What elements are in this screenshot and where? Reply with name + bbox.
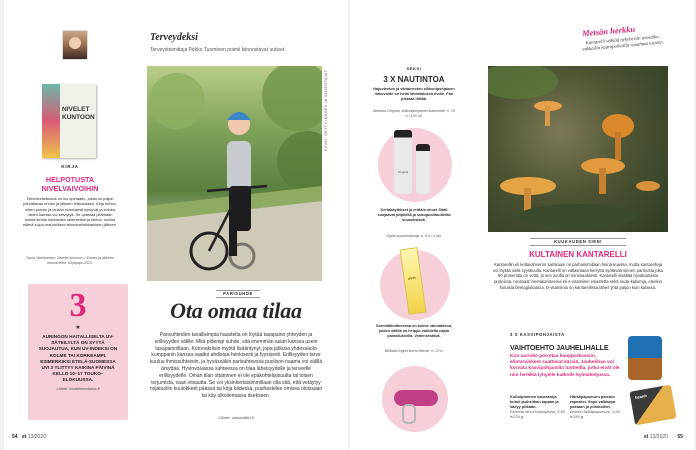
book-headline: [20, 175, 120, 193]
mushroom-body: Kantarellin eli keltavahveron satokausi on parhaimmillaan heinä-kuussa, mutta kantarelleja voi löytää vielä syyskuulla. Kantarelli on vallasmaan kerryttä syötävää sienen parmusta joka 90 prosenttia on vettä, ja sen avulla on minimaalisesti. Kantarelli sisältää hyvälaatuista proteiinia, runsaasti beetakaroteenia eli A-vitamiinin esiastetta sekä rauta-kaliumja, eteekin kuluista beetaglukaania. D-vitamiinia on kantarellissa lähes yhtä paljon kuin kalassa.: [493, 262, 663, 290]
book-headline-line-2: NIVELVAIVOIHIN: [41, 184, 99, 193]
vege-col-1: [510, 394, 566, 419]
brand-logo: et: [21, 434, 27, 440]
left-footer: [12, 434, 46, 440]
bottle-large: [394, 130, 412, 194]
page-number: 55: [677, 434, 683, 440]
sex-kicker: SEKSI: [406, 66, 422, 71]
sex-item-2-credit: Glyde suuseksisuoja, n. 9 e / 4 kpl.: [386, 234, 442, 238]
book-cover-title-2: KUNTOON: [62, 114, 95, 121]
vege-pack-2: [629, 385, 676, 426]
article-credit: Lähde: vaestoliitto.fi: [218, 415, 254, 420]
vege-col-2-credit: Beanit Härkäpapumuru, 3,60 e/250 g.: [570, 409, 620, 420]
book-cover-title: NIVELET: [62, 106, 90, 113]
sex-item-3-credit: Bellodot Ingrid sormi-hieroin, n. 23 e.: [384, 349, 444, 353]
mushroom-headline: KULTAINEN KANTARELLI: [529, 250, 627, 259]
brand-logo: et: [644, 434, 649, 440]
book-body: Tekonivelleikkaus on iso operaatio, jossa on paljon pohdittavaa ennen ja jälkeen leikkauksen. Kirja kertoo, miten polven ja lonkan nivelvaivat syntyvät ja kuinka niiden kanssa voi selviytyä. Se opastaa pitämään huolta kehon kantavista rakenteista ja kertoo, kuinka elämä sujuu mahdollisen tekonivelleikkauksen jälkeen.: [22, 196, 118, 228]
book-headline-line-1: HELPOTUSTA: [45, 175, 95, 184]
issue-label: 13/2020: [649, 434, 668, 440]
author-avatar: [62, 30, 88, 60]
left-page: [4, 0, 348, 450]
book-kicker: KIRJA: [61, 165, 79, 170]
sex-item-2: Kertakäyttöiset ja erittäin ohuet Sitali suojaavat pitpöllilä ja sukupuolitaudeilta suuseksissä.: [377, 208, 451, 222]
mushroom-illustration: [488, 66, 668, 232]
article-body: Parisuhteiden tavallisimpia haasteita on löytää tasapaino yhteyden ja erillisyyden välille. Mitä pidempi suhde, sitä enemmän asian kanssa usein tasapainoillaan. Koronakriisin myötä lisääntynyt, jopa jatkuva yhdessäolo kumppanin kanssa saattoi ahdistaa henkisesti ja fyysisesti. Erillisyyden tarve kuuluu ihmissuhteisiin, ja hyvässäkin parisuhteessa puolison naama voi välillä ärsyttää. Hyvinvoivassa suhteessa on tilaa läheisyydelle ja terveelle erillisyydelle. Oman tilan ottaminen ei ole epäkohteliaisuutta tai toisen torjumista, vaan viisautta. Se voi yksinkertaisimmillaan olla sitä, että vetäytyy nojatuoliin kuulokkeet päässä tai kirja kädessä, puuhastelee omissa oloissaan tai käy ulkoilemassa itsekseen.: [149, 332, 323, 400]
mushroom-kicker: KUUKAUDEN SIENI: [530, 238, 626, 246]
section-title: Terveydeksi: [150, 32, 198, 43]
vibrator-product: [394, 390, 438, 406]
book-credit: Tuula Vainikainen: Nivelet kuntoon – Ennen ja jälkeen tekonivelen. Kirjapaja 2020.: [26, 256, 114, 265]
vege-col-2-text: Härkäpapumuru paistuu rapeaksi. Sopii valkkapa pastaan ja piirakoihin.: [570, 394, 615, 410]
uv-tip-body: AURINGON HAITALLISELTA UV-SÄTEILYLTÄ ON SYYTÄ SUOJAUTUA, KUN UV-INDEKSI ON KOLME TAI KORKEAMPI. ESIMERKIKSI ETELÄ-SUOMESSA UVI 3 YLITTYY KAIKINA PÄIVINÄ KELLO 10–17 TOUKO–ELOKUUSSA.: [38, 334, 118, 383]
cyclist-photo: [147, 66, 322, 281]
bottle-label: Original: [397, 170, 409, 174]
vege-col-2: [570, 394, 626, 419]
vege-col-1-text: Kuituipitoinen kaurasoija toimii jauhelihan tapaan ja säilyy pitkään.: [510, 394, 559, 410]
cyclist-illustration: [147, 66, 322, 281]
photo-credit: KUVAT: GETTY IMAGES JA VALMISTAJAT: [324, 70, 328, 152]
right-footer: [644, 434, 683, 440]
vege-pack-2-label: beanit: [634, 393, 648, 400]
mushroom-note-title: Metsän herkku: [581, 23, 636, 39]
sex-item-3: Sormiläihottimessa on kolme värinätasoa, joiden välillä on helppo vaihdella napin painalluksella. Vedenkestävä.: [376, 324, 452, 338]
uv-tip-number: 3: [69, 287, 87, 324]
article-kicker: PARISUHDE: [216, 290, 260, 298]
issue-label: 13/2020: [27, 434, 46, 440]
bottle-small: [416, 144, 430, 194]
vege-pack-1: [628, 336, 662, 380]
section-subtitle: Terveystoimittaja Pirkko Tuominen poimii kiinnostavat uutiset.: [150, 47, 286, 53]
right-page: [350, 0, 694, 450]
vege-kicker: 3 X KASVIPOHJAISTA: [510, 332, 565, 337]
mushroom-photo: [488, 66, 668, 232]
vege-headline: VAIHTOEHTO JAUHELIHALLE: [510, 343, 609, 352]
page-number: 54: [12, 434, 18, 440]
sex-item-1: Hajusteeton ja väriaineeton silikonipohjainen liukuvoide on hellä intiimialueen iholle. Pari pisaraa riittää.: [373, 87, 455, 101]
sex-headline: 3 X NAUTINTOA: [383, 75, 445, 84]
vege-lead: Kun aurinko porottaa kaupparkassiin, elintarvikkeet saattavat kärsiä. Jauhelihan voi korvata kasvipohjaisilla tuotteilla, jotka eivät ole niin herkkiä lyhyelle katkolle kylmäketjussa.: [510, 354, 620, 378]
mushroom-note-body: Kantarelli vähtää nykyheräti asosatko, vakkailla kaaropolkuilla ruoahtaa tuiseen.: [582, 34, 665, 53]
vibrator-ring: [402, 404, 416, 424]
book-cover: [42, 84, 96, 158]
sex-item-1-credit: Bellodot Original, silikonipohjainen liukuvoide, n. 15 e / 100 ml.: [373, 109, 455, 118]
article-title: Ota omaa tilaa: [170, 298, 302, 323]
glyde-product-label: glyde: [407, 275, 417, 281]
uv-tip-box: [28, 284, 128, 420]
uv-tip-credit: Lähde: Ilmatieteenlaitos.fi: [56, 386, 100, 391]
bottles-circle: [378, 128, 452, 202]
vege-col-1-credit: Elovena Muru Kaurajauho, 3,40 e/220 g.: [510, 409, 565, 420]
star-icon: ★: [75, 325, 81, 331]
